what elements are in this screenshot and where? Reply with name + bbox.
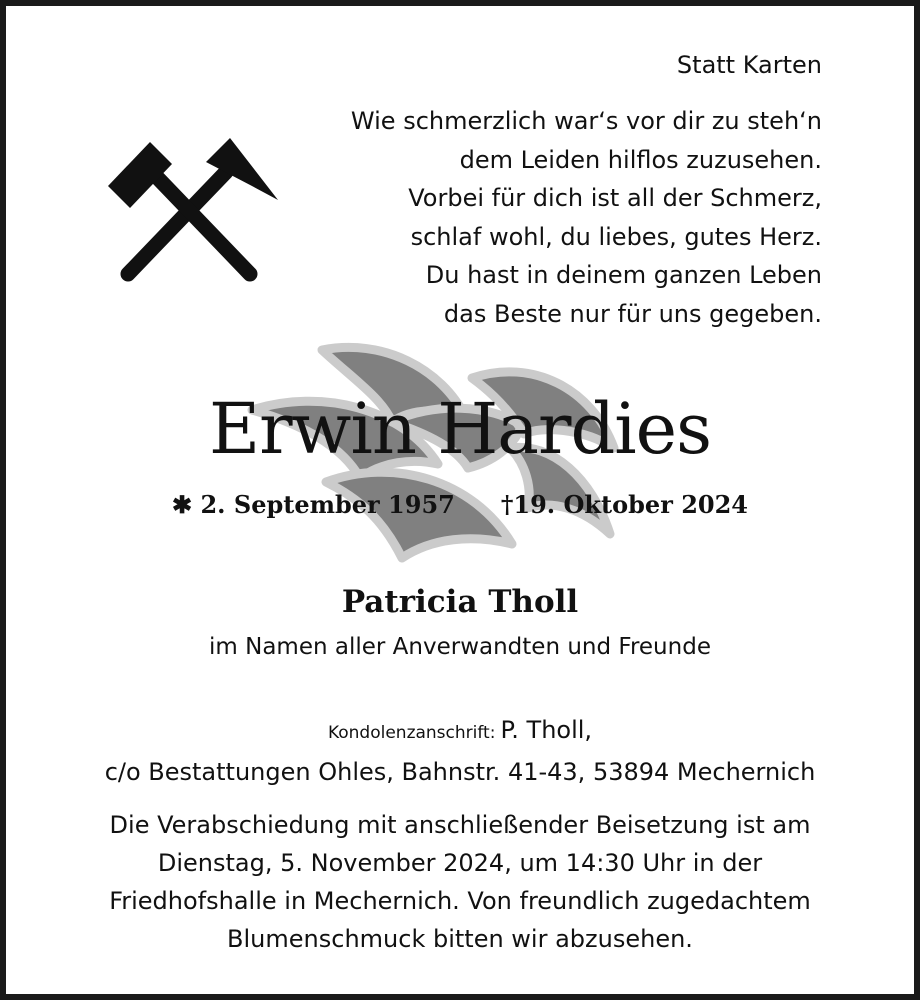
- mourner-subtitle: im Namen aller Anverwandten und Freunde: [209, 634, 711, 660]
- death-date: †19. Oktober 2024: [500, 490, 748, 519]
- poem-line: Du hast in deinem ganzen Leben: [425, 261, 822, 289]
- condolence-line: [6, 716, 914, 744]
- poem-line: dem Leiden hilflos zuzusehen.: [459, 145, 822, 174]
- header-note: Statt Karten: [676, 51, 822, 79]
- birth-date: ✱ 2. September 1957: [172, 490, 455, 519]
- life-dates: [6, 490, 914, 519]
- poem-line: schlaf wohl, du liebes, gutes Herz.: [410, 222, 822, 251]
- poem-line: Wie schmerzlich war‘s vor dir zu steh‘n: [350, 107, 822, 135]
- funeral-line: Friedhofshalle in Mechernich. Von freundlich zugedachtem: [109, 887, 811, 915]
- deceased-name: Erwin Hardies: [209, 388, 711, 470]
- poem-line: Vorbei für dich ist all der Schmerz,: [408, 184, 822, 212]
- crossed-hammers-icon: [102, 128, 278, 284]
- condolence-name: P. Tholl,: [500, 716, 593, 744]
- mourner-name: Patricia Tholl: [341, 584, 579, 620]
- funeral-line: Die Verabschiedung mit anschließender Beisetzung ist am: [109, 811, 811, 839]
- funeral-line: Blumenschmuck bitten wir abzusehen.: [227, 925, 693, 953]
- condolence-address: c/o Bestattungen Ohles, Bahnstr. 41-43, 53894 Mechernich: [104, 758, 816, 786]
- poem: [351, 102, 822, 333]
- funeral-details: [6, 806, 914, 958]
- condolence-label: Kondolenzanschrift:: [327, 723, 496, 743]
- funeral-line: Dienstag, 5. November 2024, um 14:30 Uhr in der: [157, 849, 763, 877]
- poem-line: das Beste nur für uns gegeben.: [443, 299, 822, 328]
